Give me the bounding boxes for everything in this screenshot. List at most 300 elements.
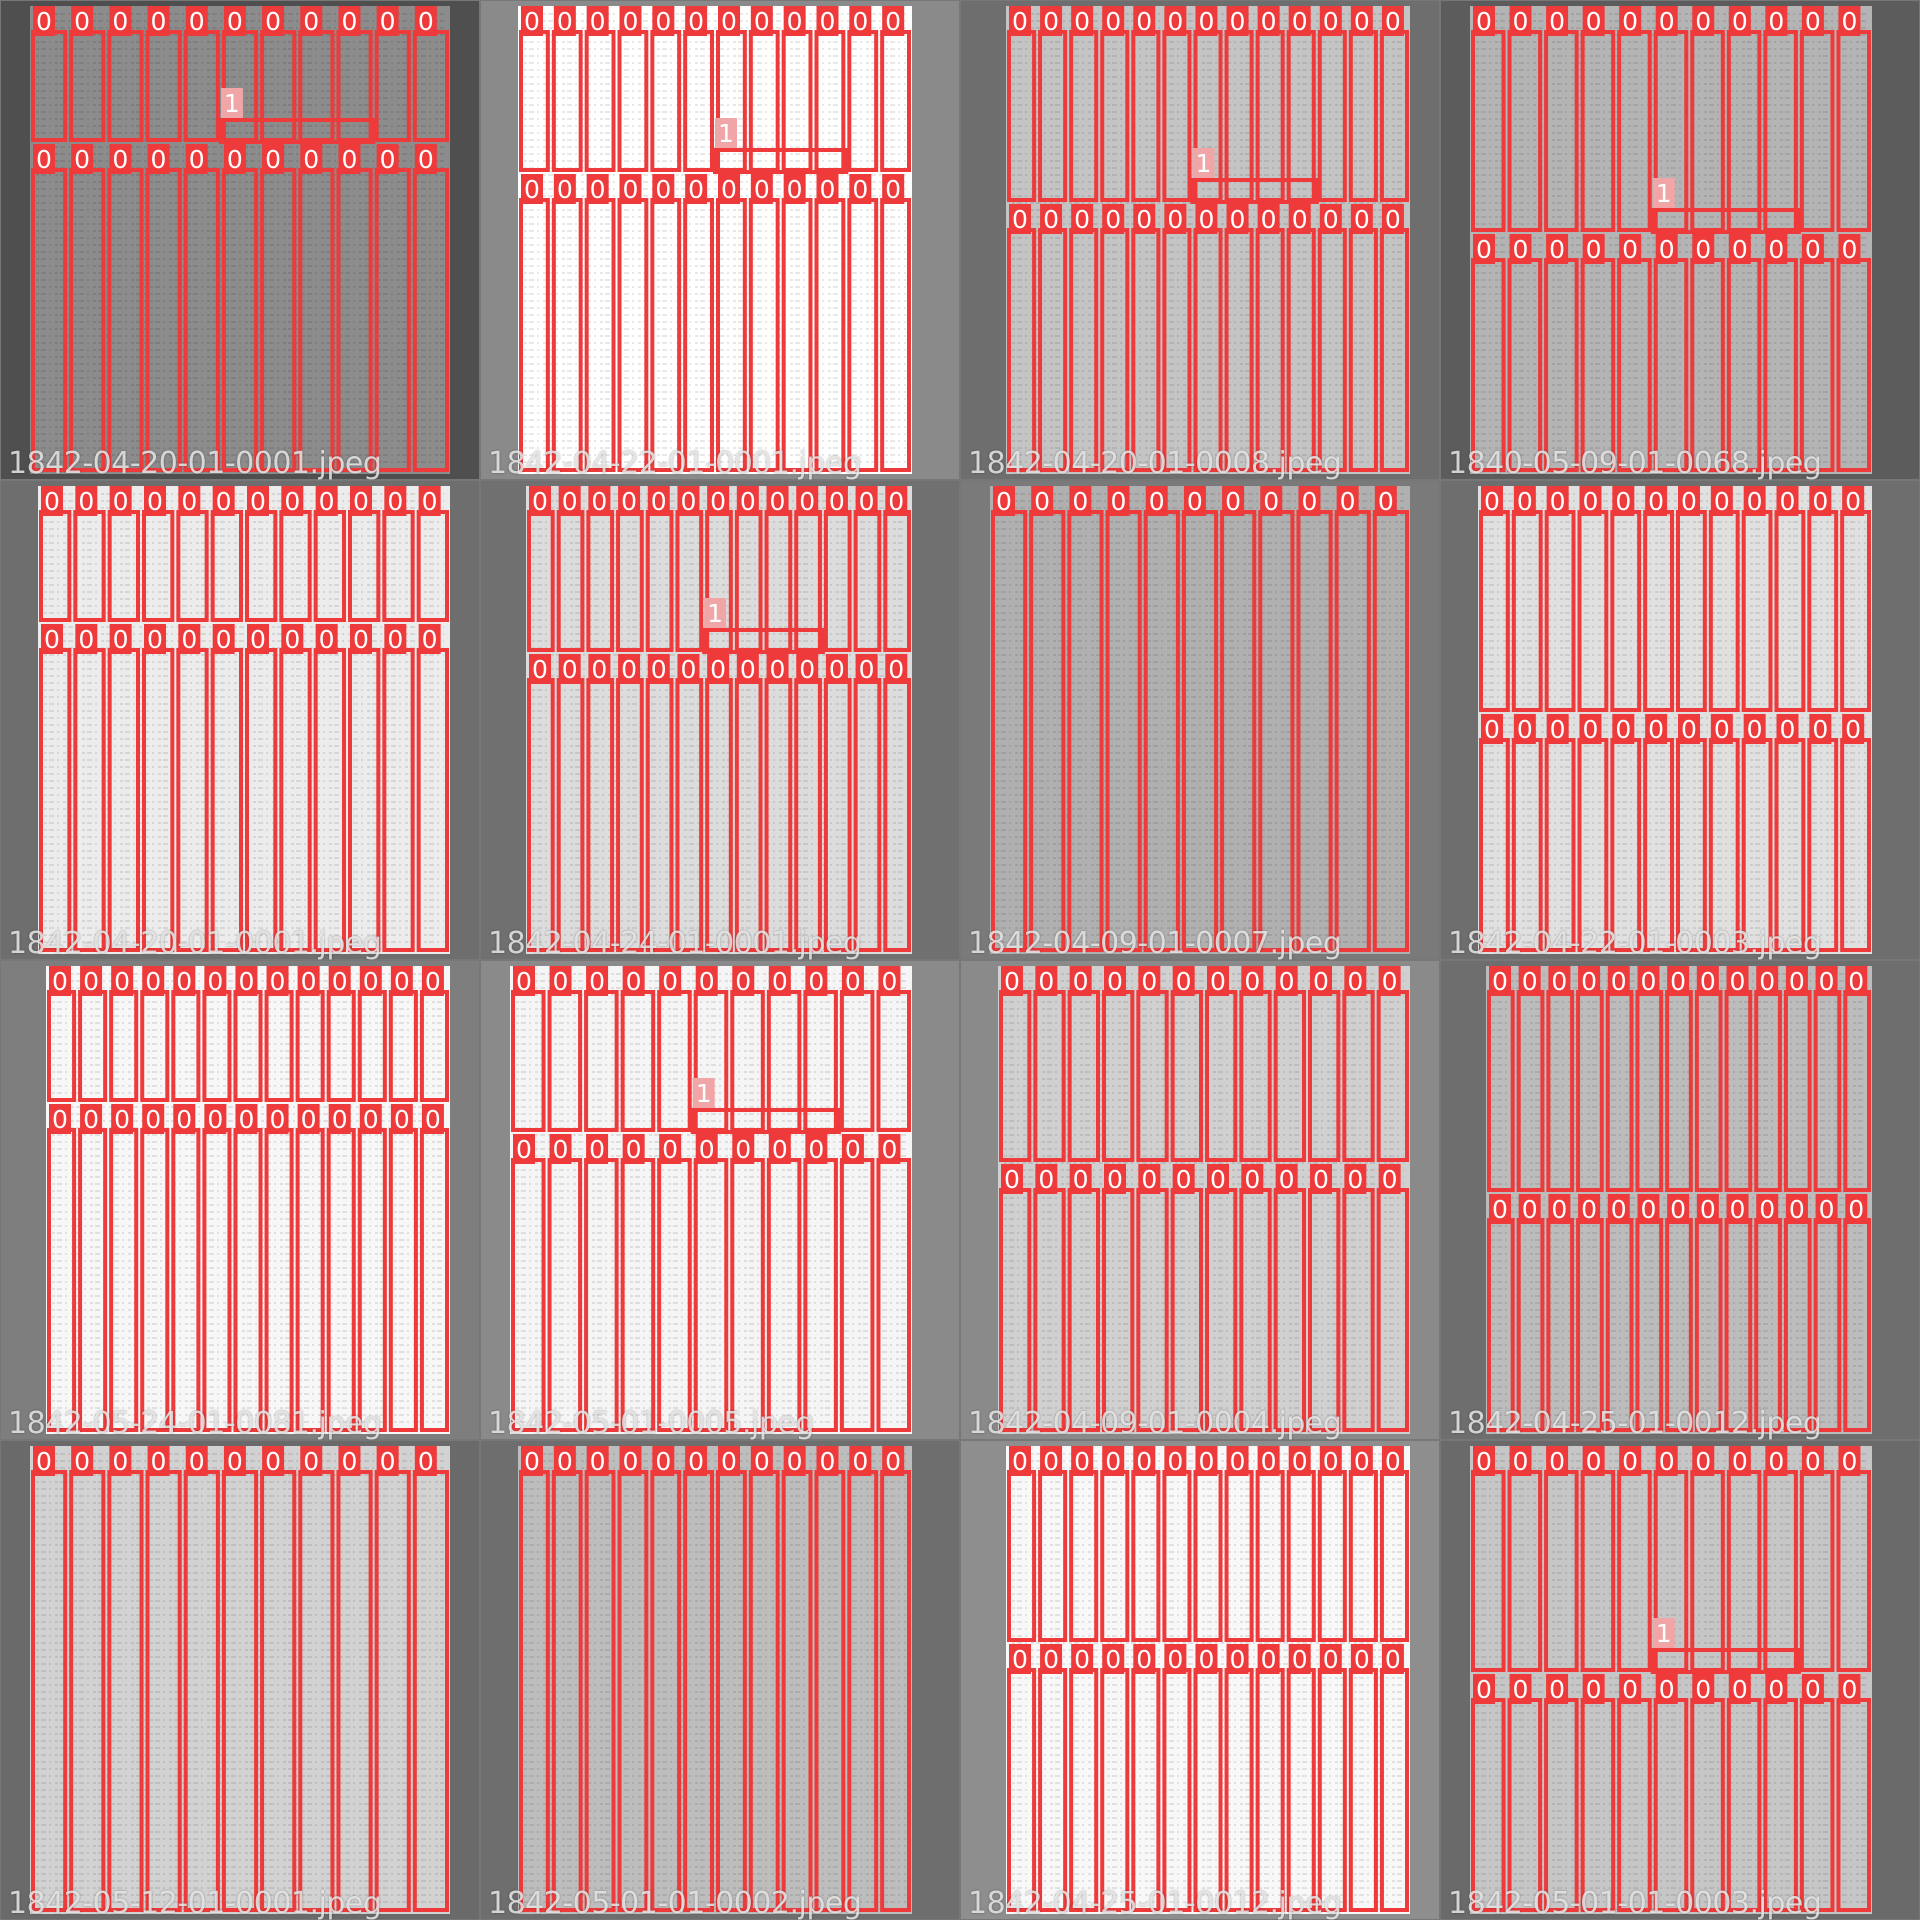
class-label <box>1001 966 1023 996</box>
svg-text:0: 0 <box>532 655 548 684</box>
class-label <box>1777 714 1799 744</box>
svg-text:0: 0 <box>885 175 902 204</box>
class-label <box>718 1446 740 1476</box>
class-label <box>1667 966 1689 996</box>
svg-text:0: 0 <box>524 1447 540 1476</box>
class-label <box>1473 234 1495 264</box>
class-label <box>109 6 131 36</box>
class-label <box>173 1104 195 1134</box>
class-label <box>767 654 789 684</box>
svg-text:0: 0 <box>1072 487 1089 516</box>
class-label <box>1351 204 1373 234</box>
svg-text:0: 0 <box>885 1447 902 1476</box>
class-label <box>1548 1194 1570 1224</box>
class-label <box>842 1134 864 1164</box>
class-label <box>1692 6 1714 36</box>
class-label <box>1656 6 1678 36</box>
class-label <box>1546 1446 1568 1476</box>
svg-text:0: 0 <box>147 625 163 654</box>
class-label <box>316 624 338 654</box>
class-label <box>784 1446 806 1476</box>
class-label <box>298 1104 320 1134</box>
class-label <box>1344 966 1366 996</box>
svg-text:0: 0 <box>114 1105 131 1134</box>
svg-text:0: 0 <box>858 487 875 516</box>
svg-text:0: 0 <box>1729 1195 1746 1224</box>
svg-text:0: 0 <box>1291 1447 1308 1476</box>
svg-text:0: 0 <box>36 1447 52 1476</box>
class-label <box>1035 966 1057 996</box>
svg-text:0: 0 <box>1012 205 1028 234</box>
class-label <box>1222 486 1244 516</box>
svg-text:0: 0 <box>421 625 438 654</box>
svg-text:1: 1 <box>1655 179 1672 208</box>
class-label <box>618 486 640 516</box>
svg-text:0: 0 <box>655 175 672 204</box>
class-label <box>338 144 360 174</box>
class-label <box>224 144 246 174</box>
class-label <box>49 1104 71 1134</box>
svg-text:0: 0 <box>379 1447 396 1476</box>
svg-text:0: 0 <box>680 487 697 516</box>
svg-text:0: 0 <box>1263 487 1280 516</box>
svg-text:0: 0 <box>1072 967 1089 996</box>
svg-text:0: 0 <box>1804 1675 1821 1704</box>
mosaic-tile <box>960 480 1440 960</box>
class-label <box>148 144 170 174</box>
class-label <box>338 6 360 36</box>
svg-text:0: 0 <box>1322 7 1339 36</box>
svg-text:0: 0 <box>888 487 905 516</box>
svg-text:0: 0 <box>215 625 232 654</box>
class-label <box>1040 1446 1062 1476</box>
svg-text:0: 0 <box>1260 7 1277 36</box>
class-label <box>1619 1674 1641 1704</box>
svg-text:0: 0 <box>387 625 404 654</box>
class-label <box>148 6 170 36</box>
svg-text:0: 0 <box>1105 1645 1122 1674</box>
svg-text:0: 0 <box>176 1105 193 1134</box>
class-label <box>623 1134 645 1164</box>
class-label <box>1375 486 1397 516</box>
class-label <box>1379 966 1401 996</box>
class-label <box>685 6 707 36</box>
class-label <box>1514 486 1536 516</box>
class-label <box>377 1446 399 1476</box>
svg-text:0: 0 <box>303 7 320 36</box>
class-label <box>704 598 726 628</box>
svg-text:0: 0 <box>1699 967 1716 996</box>
class-label <box>1258 6 1280 36</box>
svg-text:0: 0 <box>1812 715 1829 744</box>
tile-filename: 1842-04-20-01-0008.jpeg <box>968 446 1342 480</box>
class-label <box>1276 966 1298 996</box>
svg-text:0: 0 <box>1136 1645 1153 1674</box>
svg-text:0: 0 <box>1186 487 1203 516</box>
class-label <box>554 174 576 204</box>
class-label <box>718 6 740 36</box>
svg-text:0: 0 <box>753 175 770 204</box>
class-label <box>1195 1446 1217 1476</box>
svg-text:0: 0 <box>393 1105 410 1134</box>
class-label <box>1192 148 1214 178</box>
class-label <box>1489 966 1511 996</box>
svg-text:0: 0 <box>424 1105 441 1134</box>
tile-filename: 1842-04-09-01-0007.jpeg <box>968 926 1342 960</box>
detection-overlay <box>1440 480 1920 960</box>
class-label <box>1510 1446 1532 1476</box>
svg-text:0: 0 <box>1012 1447 1028 1476</box>
svg-text:0: 0 <box>688 1447 705 1476</box>
class-label <box>267 966 289 996</box>
svg-text:0: 0 <box>552 1135 569 1164</box>
svg-text:0: 0 <box>1229 7 1246 36</box>
class-label <box>41 486 63 516</box>
detection-overlay <box>960 960 1440 1440</box>
class-label <box>1656 1674 1678 1704</box>
svg-text:0: 0 <box>1681 487 1697 516</box>
svg-text:0: 0 <box>74 145 91 174</box>
class-label <box>1164 1446 1186 1476</box>
svg-text:0: 0 <box>379 145 396 174</box>
svg-text:0: 0 <box>52 967 68 996</box>
class-label <box>796 654 818 684</box>
class-label <box>707 654 729 684</box>
svg-text:0: 0 <box>819 175 836 204</box>
class-label <box>110 486 132 516</box>
class-label <box>882 6 904 36</box>
class-label <box>419 624 441 654</box>
svg-text:0: 0 <box>1476 7 1492 36</box>
class-label <box>1729 234 1751 264</box>
svg-text:0: 0 <box>852 1447 869 1476</box>
class-label <box>559 486 581 516</box>
class-label <box>111 1104 133 1134</box>
svg-text:0: 0 <box>1768 1675 1785 1704</box>
class-label <box>224 1446 246 1476</box>
svg-text:0: 0 <box>1648 715 1665 744</box>
detection-overlay <box>480 480 960 960</box>
svg-text:0: 0 <box>591 655 608 684</box>
class-label <box>652 1446 674 1476</box>
svg-text:0: 0 <box>181 487 198 516</box>
svg-text:0: 0 <box>1198 7 1215 36</box>
svg-text:0: 0 <box>1038 967 1055 996</box>
class-label <box>1310 966 1332 996</box>
svg-text:0: 0 <box>44 625 60 654</box>
svg-text:0: 0 <box>1848 967 1865 996</box>
svg-text:0: 0 <box>1043 1645 1059 1674</box>
class-label <box>350 624 372 654</box>
class-label <box>221 88 243 118</box>
svg-text:0: 0 <box>1229 1645 1246 1674</box>
tile-filename: 1842-05-12-01-0001.jpeg <box>8 1886 382 1920</box>
svg-text:0: 0 <box>207 1105 224 1134</box>
class-label <box>521 1446 543 1476</box>
mosaic-tile <box>480 1440 960 1920</box>
svg-text:0: 0 <box>379 7 396 36</box>
class-label <box>659 1134 681 1164</box>
class-label <box>111 966 133 996</box>
class-label <box>1765 234 1787 264</box>
class-label <box>1729 6 1751 36</box>
mosaic-tile <box>480 960 960 1440</box>
svg-text:0: 0 <box>688 175 705 204</box>
svg-text:0: 0 <box>1622 1675 1639 1704</box>
svg-text:0: 0 <box>1779 715 1796 744</box>
svg-text:1: 1 <box>1655 1619 1672 1648</box>
svg-text:1: 1 <box>1195 149 1212 178</box>
class-label <box>1514 714 1536 744</box>
tile-filename: 1840-05-09-01-0068.jpeg <box>1448 446 1822 480</box>
svg-text:0: 0 <box>1260 205 1277 234</box>
svg-text:0: 0 <box>269 1105 286 1134</box>
svg-text:0: 0 <box>1658 7 1675 36</box>
svg-text:0: 0 <box>753 1447 770 1476</box>
svg-text:0: 0 <box>650 655 667 684</box>
svg-text:0: 0 <box>808 967 825 996</box>
svg-text:0: 0 <box>1136 1447 1153 1476</box>
class-label <box>805 1134 827 1164</box>
class-label <box>142 966 164 996</box>
svg-text:0: 0 <box>1521 1195 1538 1224</box>
class-label <box>1802 1674 1824 1704</box>
svg-text:0: 0 <box>710 487 727 516</box>
svg-text:0: 0 <box>1034 487 1051 516</box>
class-label <box>1583 6 1605 36</box>
svg-text:0: 0 <box>1347 967 1364 996</box>
svg-text:0: 0 <box>1581 1195 1597 1224</box>
class-label <box>1258 204 1280 234</box>
class-label <box>1656 1446 1678 1476</box>
svg-text:0: 0 <box>1167 7 1184 36</box>
svg-text:0: 0 <box>226 7 243 36</box>
svg-text:0: 0 <box>625 967 642 996</box>
class-label <box>1809 486 1831 516</box>
class-label <box>1583 234 1605 264</box>
class-label <box>1276 1164 1298 1194</box>
svg-text:0: 0 <box>1229 1447 1246 1476</box>
svg-text:0: 0 <box>625 1135 642 1164</box>
svg-text:0: 0 <box>1301 487 1318 516</box>
class-label <box>1786 966 1808 996</box>
svg-text:0: 0 <box>1804 1447 1821 1476</box>
svg-text:0: 0 <box>881 1135 898 1164</box>
svg-text:0: 0 <box>150 145 167 174</box>
class-label <box>550 1134 572 1164</box>
svg-text:0: 0 <box>353 487 369 516</box>
svg-text:0: 0 <box>1658 1675 1675 1704</box>
class-label <box>384 624 406 654</box>
class-label <box>75 624 97 654</box>
class-label <box>235 966 257 996</box>
class-label <box>1802 234 1824 264</box>
detection-overlay <box>480 1440 960 1920</box>
class-label <box>826 486 848 516</box>
svg-text:0: 0 <box>1322 205 1339 234</box>
svg-text:0: 0 <box>1845 715 1862 744</box>
class-label <box>204 966 226 996</box>
svg-text:0: 0 <box>1074 205 1091 234</box>
class-label <box>1351 1446 1373 1476</box>
class-label <box>80 1104 102 1134</box>
svg-text:0: 0 <box>362 1105 379 1134</box>
class-label <box>1195 1644 1217 1674</box>
class-label <box>1070 1164 1092 1194</box>
class-label <box>1547 714 1569 744</box>
svg-text:0: 0 <box>1804 235 1821 264</box>
svg-text:0: 0 <box>1512 1447 1529 1476</box>
class-label <box>856 654 878 684</box>
class-label <box>281 624 303 654</box>
class-label <box>751 174 773 204</box>
class-label <box>737 486 759 516</box>
svg-text:0: 0 <box>112 1447 129 1476</box>
svg-text:0: 0 <box>1043 7 1059 36</box>
svg-text:0: 0 <box>556 7 573 36</box>
svg-text:0: 0 <box>1549 715 1566 744</box>
class-label <box>1382 204 1404 234</box>
class-label <box>842 966 864 996</box>
class-label <box>1637 966 1659 996</box>
class-label <box>521 174 543 204</box>
svg-text:0: 0 <box>1384 1645 1401 1674</box>
class-label <box>1765 1446 1787 1476</box>
svg-text:0: 0 <box>207 967 224 996</box>
svg-text:0: 0 <box>828 487 845 516</box>
class-label <box>1727 1194 1749 1224</box>
tile-filename: 1842-04-25-01-0012.jpeg <box>1448 1406 1822 1440</box>
class-label <box>1133 1644 1155 1674</box>
svg-text:0: 0 <box>1012 7 1028 36</box>
svg-text:0: 0 <box>1788 967 1805 996</box>
svg-text:0: 0 <box>1107 967 1123 996</box>
class-label <box>1489 1194 1511 1224</box>
class-label <box>33 144 55 174</box>
svg-text:0: 0 <box>591 487 608 516</box>
class-label <box>659 966 681 996</box>
svg-text:0: 0 <box>1313 1165 1329 1194</box>
svg-text:0: 0 <box>721 1447 737 1476</box>
svg-text:0: 0 <box>1225 487 1241 516</box>
svg-text:0: 0 <box>721 7 737 36</box>
class-label <box>1802 6 1824 36</box>
class-label <box>415 1446 437 1476</box>
tile-filename: 1842-04-20-01-0001.jpeg <box>8 446 382 480</box>
class-label <box>391 1104 413 1134</box>
class-label <box>1678 486 1700 516</box>
svg-text:0: 0 <box>561 487 578 516</box>
class-label <box>33 6 55 36</box>
class-label <box>732 966 754 996</box>
class-label <box>1241 966 1263 996</box>
class-label <box>1320 1644 1342 1674</box>
class-label <box>1133 204 1155 234</box>
class-label <box>718 174 740 204</box>
svg-text:0: 0 <box>1713 487 1730 516</box>
svg-text:0: 0 <box>819 7 836 36</box>
mosaic-tile <box>1440 960 1920 1440</box>
class-label <box>677 486 699 516</box>
class-label <box>751 6 773 36</box>
class-label <box>144 486 166 516</box>
class-label <box>882 174 904 204</box>
svg-text:0: 0 <box>1353 1447 1370 1476</box>
class-label <box>529 486 551 516</box>
class-label <box>1548 966 1570 996</box>
class-label <box>1578 966 1600 996</box>
svg-text:0: 0 <box>688 7 705 36</box>
class-label <box>620 6 642 36</box>
class-label <box>1104 966 1126 996</box>
class-label <box>529 654 551 684</box>
class-label <box>1547 486 1569 516</box>
svg-text:0: 0 <box>589 1135 605 1164</box>
class-label <box>1816 966 1838 996</box>
class-label <box>1133 6 1155 36</box>
svg-text:1: 1 <box>718 119 734 148</box>
class-label <box>769 966 791 996</box>
svg-text:0: 0 <box>655 1447 672 1476</box>
class-label <box>281 486 303 516</box>
class-label <box>49 966 71 996</box>
class-label <box>1678 714 1700 744</box>
class-label <box>1040 204 1062 234</box>
svg-text:0: 0 <box>83 1105 99 1134</box>
svg-text:0: 0 <box>1229 205 1246 234</box>
svg-text:0: 0 <box>226 1447 243 1476</box>
svg-text:0: 0 <box>844 967 861 996</box>
svg-text:0: 0 <box>662 1135 679 1164</box>
svg-text:0: 0 <box>1476 1447 1492 1476</box>
svg-text:0: 0 <box>996 487 1012 516</box>
class-label <box>882 1446 904 1476</box>
class-label <box>588 654 610 684</box>
svg-text:0: 0 <box>421 487 438 516</box>
detection-overlay <box>960 1440 1440 1920</box>
svg-text:0: 0 <box>284 487 301 516</box>
class-label <box>267 1104 289 1134</box>
class-label <box>1656 234 1678 264</box>
svg-text:0: 0 <box>1512 235 1529 264</box>
svg-text:0: 0 <box>852 175 869 204</box>
tile-filename: 1842-05-01-01-0003.jpeg <box>1448 1886 1822 1920</box>
svg-text:0: 0 <box>698 967 715 996</box>
class-label <box>677 654 699 684</box>
svg-text:0: 0 <box>710 655 727 684</box>
class-label <box>1619 234 1641 264</box>
class-label <box>71 6 93 36</box>
svg-text:0: 0 <box>589 175 606 204</box>
class-label <box>1692 1446 1714 1476</box>
class-label <box>693 1078 715 1108</box>
class-label <box>377 6 399 36</box>
svg-text:0: 0 <box>1695 235 1712 264</box>
class-label <box>422 1104 444 1134</box>
svg-text:0: 0 <box>1549 235 1565 264</box>
class-label <box>1104 1164 1126 1194</box>
class-label <box>144 624 166 654</box>
svg-text:0: 0 <box>1105 7 1122 36</box>
class-label <box>1637 1194 1659 1224</box>
svg-text:0: 0 <box>145 967 162 996</box>
class-label <box>513 966 535 996</box>
svg-text:0: 0 <box>74 1447 91 1476</box>
class-label <box>1612 714 1634 744</box>
svg-text:0: 0 <box>1658 235 1675 264</box>
svg-text:0: 0 <box>771 1135 788 1164</box>
class-label <box>554 1446 576 1476</box>
